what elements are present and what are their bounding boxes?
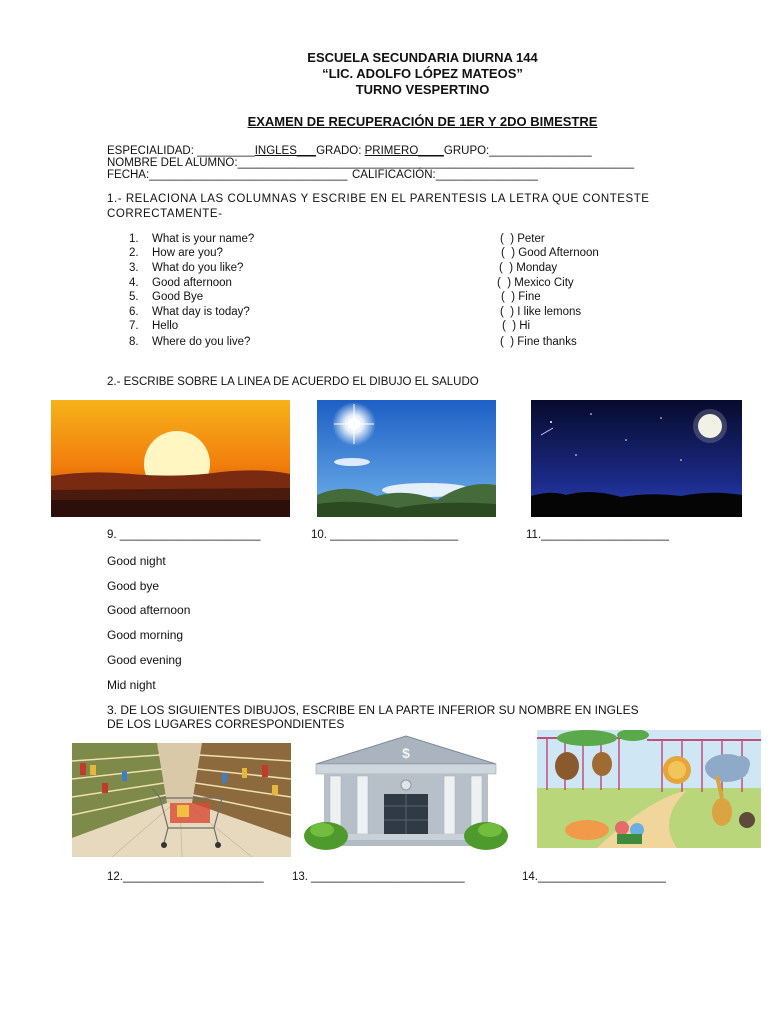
sunset-image bbox=[51, 400, 290, 517]
list-item: 7. Hello ( ) Hi bbox=[129, 320, 531, 332]
list-item: 1. What is your name? ( ) Peter bbox=[129, 233, 545, 245]
supermarket-image bbox=[72, 743, 291, 857]
word-option: Mid night bbox=[107, 678, 156, 692]
grado-value: PRIMERO____ bbox=[364, 145, 444, 157]
list-item: 2. How are you? ( ) Good Afternoon bbox=[129, 247, 599, 259]
school-shift: TURNO VESPERTINO bbox=[355, 82, 490, 97]
blank-13: 13. ________________________ bbox=[292, 871, 465, 883]
section3-instruction-1: 3. DE LOS SIGUIENTES DIBUJOS, ESCRIBE EN LA PARTE INFERIOR SU NOMBRE EN INGLES bbox=[107, 703, 639, 717]
word-option: Good afternoon bbox=[107, 603, 191, 617]
night-sky-image bbox=[531, 400, 742, 517]
list-item: 3. What do you like? ( ) Monday bbox=[129, 262, 558, 274]
list-item: 5. Good Bye ( ) Fine bbox=[129, 291, 541, 303]
word-option: Good morning bbox=[107, 628, 184, 642]
zoo-image bbox=[537, 730, 761, 848]
word-option: Good night bbox=[107, 554, 166, 568]
especialidad-value: INGLES___ bbox=[254, 145, 317, 157]
exam-title: EXAMEN DE RECUPERACIÓN DE 1ER Y 2DO BIMESTRE bbox=[247, 114, 598, 129]
blank-10: 10. ____________________ bbox=[311, 529, 459, 541]
section3-instruction-2: DE LOS LUGARES CORRESPONDIENTES bbox=[107, 717, 345, 728]
blank-12: 12.______________________ bbox=[107, 871, 264, 883]
word-option: Good bye bbox=[107, 579, 160, 593]
list-item: 8. Where do you live? ( ) Fine thanks bbox=[129, 336, 577, 348]
blank-11: 11.____________________ bbox=[526, 529, 670, 541]
word-option: Good evening bbox=[107, 653, 182, 667]
list-item: 6. What day is today? ( ) I like lemons bbox=[129, 306, 582, 318]
especialidad-label: ESPECIALIDAD: _________ bbox=[107, 145, 255, 157]
section2-instruction: 2.- ESCRIBE SOBRE LA LINEA DE ACUERDO EL DIBUJO EL SALUDO bbox=[107, 376, 479, 388]
blank-9: 9. ______________________ bbox=[107, 529, 261, 541]
section1-instruction-2: CORRECTAMENTE- bbox=[107, 208, 223, 220]
school-name: ESCUELA SECUNDARIA DIURNA 144 bbox=[307, 50, 538, 65]
bank-image bbox=[302, 734, 510, 852]
svg-text:$: $ bbox=[402, 745, 410, 761]
alumno-line: NOMBRE DEL ALUMNO:______________________________________________________________ bbox=[107, 157, 635, 169]
section1-instruction-1: 1.- RELACIONA LAS COLUMNAS Y ESCRIBE EN EL PARENTESIS LA LETRA QUE CONTESTE bbox=[107, 193, 650, 205]
grado-label: GRADO: bbox=[316, 145, 365, 157]
calificacion-line: CALIFICACIÓN:________________ bbox=[352, 169, 539, 181]
grupo-label: GRUPO:________________ bbox=[443, 145, 592, 157]
morning-sky-image bbox=[317, 400, 496, 517]
list-item: 4. Good afternoon ( ) Mexico City bbox=[129, 277, 574, 289]
school-title: “LIC. ADOLFO LÓPEZ MATEOS” bbox=[322, 66, 523, 81]
blank-14: 14.____________________ bbox=[522, 871, 666, 883]
fecha-line: FECHA:_______________________________ bbox=[107, 169, 348, 181]
